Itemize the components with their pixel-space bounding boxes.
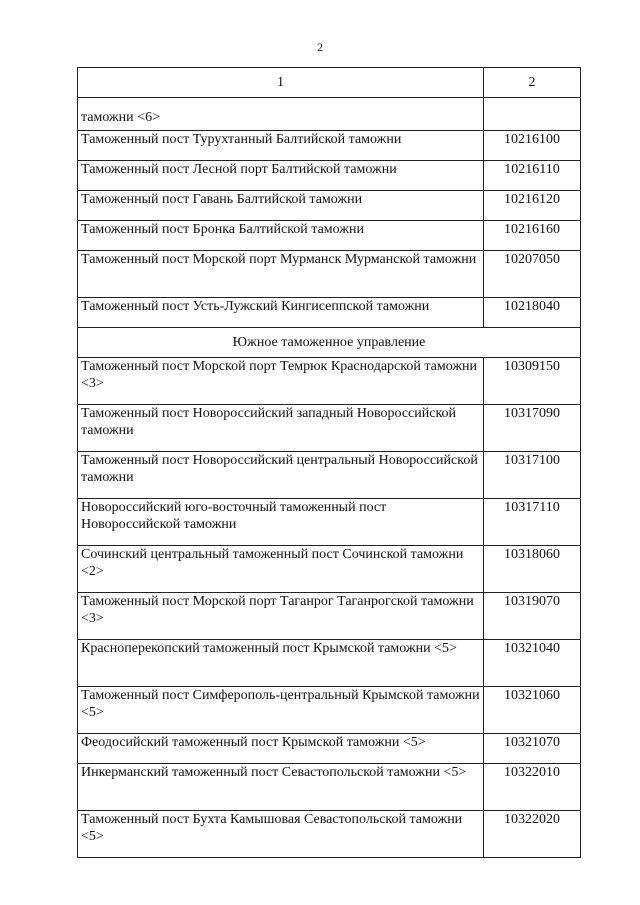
post-code: 10207050 [484,251,581,298]
table-row [78,251,581,298]
post-name: Таможенный пост Новороссийский западный Новороссийской таможни [78,405,484,452]
table-row [78,405,581,452]
table-header-row [78,68,581,98]
table-row [78,593,581,640]
continuation-code-cell [484,98,581,131]
post-name: Таможенный пост Симферополь-центральный Крымской таможни <5> [78,687,484,734]
table-row [78,191,581,221]
page-number: 2 [317,40,323,54]
post-code: 10216100 [484,131,581,161]
post-code: 10309150 [484,358,581,405]
table-row [78,546,581,593]
table-row [78,687,581,734]
section-title: Южное таможенное управление [78,328,581,358]
column-header-1: 1 [78,68,484,98]
table-row [78,298,581,328]
table-row [78,734,581,764]
table-row [78,499,581,546]
post-name: Таможенный пост Бухта Камышовая Севастопольской таможни <5> [78,811,484,858]
table-row [78,452,581,499]
post-name: Красноперекопский таможенный пост Крымской таможни <5> [78,640,484,687]
post-code: 10322010 [484,764,581,811]
post-name: Сочинский центральный таможенный пост Сочинской таможни <2> [78,546,484,593]
table-row [78,161,581,191]
continuation-text: таможни <6> [78,98,484,131]
post-code: 10319070 [484,593,581,640]
table-row [78,221,581,251]
post-name: Новороссийский юго-восточный таможенный пост Новороссийской таможни [78,499,484,546]
post-name: Таможенный пост Лесной порт Балтийской таможни [78,161,484,191]
table-row [78,358,581,405]
post-name: Таможенный пост Турухтанный Балтийской таможни [78,131,484,161]
table-row [78,811,581,858]
post-name: Инкерманский таможенный пост Севастопольской таможни <5> [78,764,484,811]
post-code: 10322020 [484,811,581,858]
post-code: 10321070 [484,734,581,764]
table-row [78,640,581,687]
post-name: Таможенный пост Усть-Лужский Кингисеппской таможни [78,298,484,328]
post-name: Феодосийский таможенный пост Крымской таможни <5> [78,734,484,764]
post-name: Таможенный пост Новороссийский центральный Новороссийской таможни [78,452,484,499]
table-row [78,131,581,161]
table-row [78,764,581,811]
post-code: 10317100 [484,452,581,499]
post-code: 10216110 [484,161,581,191]
post-code: 10318060 [484,546,581,593]
post-code: 10216120 [484,191,581,221]
post-name: Таможенный пост Морской порт Мурманск Мурманской таможни [78,251,484,298]
customs-posts-table [77,67,581,858]
post-code: 10321060 [484,687,581,734]
post-name: Таможенный пост Бронка Балтийской таможни [78,221,484,251]
post-name: Таможенный пост Гавань Балтийской таможни [78,191,484,221]
post-code: 10216160 [484,221,581,251]
post-name: Таможенный пост Морской порт Темрюк Краснодарской таможни <3> [78,358,484,405]
post-code: 10317110 [484,499,581,546]
section-header-row [78,328,581,358]
post-name: Таможенный пост Морской порт Таганрог Таганрогской таможни <3> [78,593,484,640]
post-code: 10218040 [484,298,581,328]
continuation-row [78,98,581,131]
post-code: 10321040 [484,640,581,687]
post-code: 10317090 [484,405,581,452]
column-header-2: 2 [484,68,581,98]
